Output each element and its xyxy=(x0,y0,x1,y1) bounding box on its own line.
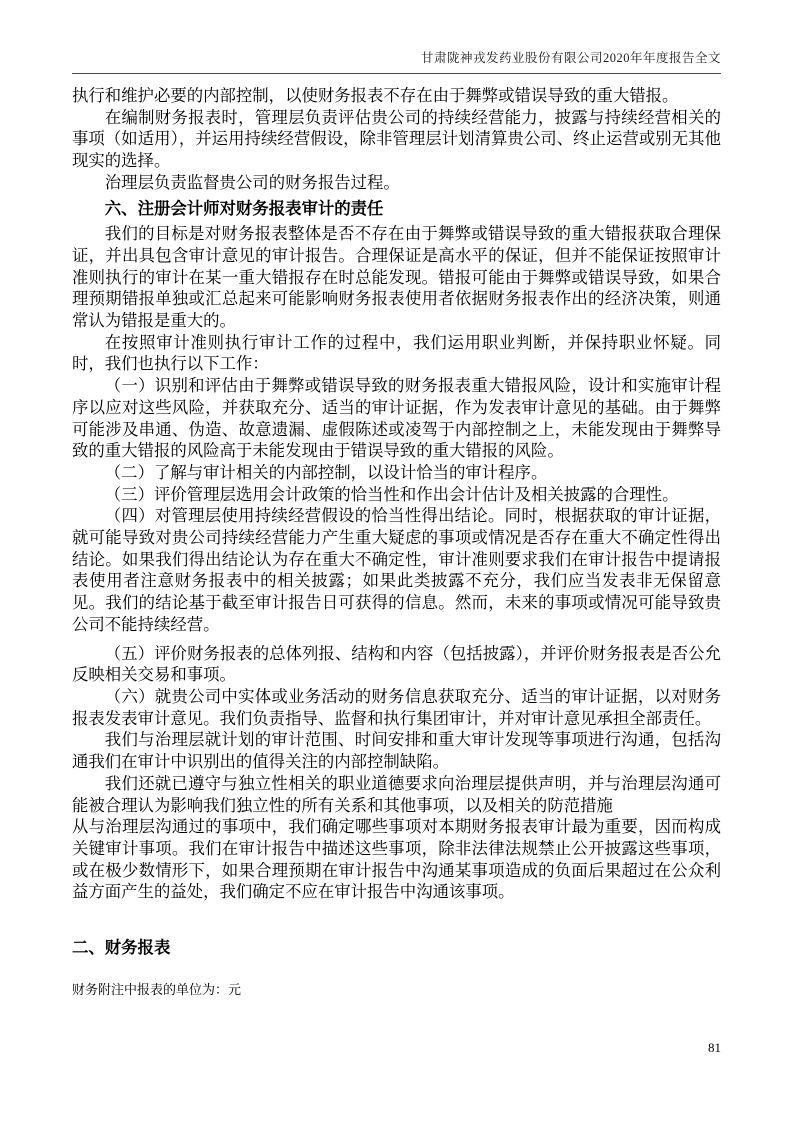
paragraph: 在编制财务报表时，管理层负责评估贵公司的持续经营能力，披露与持续经营相关的事项（如适用），并运用持续经营假设，除非管理层计划清算贵公司、终止运营或别无其他现实的选择。 xyxy=(72,107,721,171)
document-body xyxy=(72,85,721,999)
paragraph: 执行和维护必要的内部控制，以使财务报表不存在由于舞弊或错误导致的重大错报。 xyxy=(72,86,679,105)
section-heading: 二、财务报表 xyxy=(72,938,171,958)
page-footer xyxy=(72,1040,721,1056)
paragraph: （三）评价管理层选用会计政策的恰当性和作出会计估计及相关披露的合理性。 xyxy=(104,484,679,504)
paragraph: （一）识别和评估由于舞弊或错误导致的财务报表重大错报风险，设计和实施审计程序以应对这些风险，并获取充分、适当的审计证据，作为发表审计意见的基础。由于舞弊可能涉及串通、伪造、故意遗漏、虚假陈述或凌驾于内部控制之上，未能发现由于舞弊导致的重大错报的风险高于未能发现由于错误导致的重大错报的风险。 xyxy=(72,376,721,461)
paragraph: 财务附注中报表的单位为：元 xyxy=(72,981,242,997)
paragraph: （六）就贵公司中实体或业务活动的财务信息获取充分、适当的审计证据，以对财务报表发表审计意见。我们负责指导、监督和执行集团审计，并对审计意见承担全部责任。 xyxy=(72,686,721,728)
paragraph: 治理层负责监督贵公司的财务报告过程。 xyxy=(104,172,400,192)
paragraph: 我们的目标是对财务报表整体是否不存在由于舞弊或错误导致的重大错报获取合理保证，并出具包含审计意见的审计报告。合理保证是高水平的保证，但并不能保证按照审计准则执行的审计在某一重大错报存在时总能发现。错报可能由于舞弊或错误导致，如果合理预期错报单独或汇总起来可能影响财务报表使用者依据财务报表作出的经济决策，则通常认为错报是重大的。 xyxy=(72,224,721,331)
paragraph: 从与治理层沟通过的事项中，我们确定哪些事项对本期财务报表审计最为重要，因而构成关键审计事项。我们在审计报告中描述这些事项，除非法律法规禁止公开披露这些事项，或在极少数情形下，如果合理预期在审计报告中沟通某事项造成的负面后果超过在公众利益方面产生的益处，我们确定不应在审计报告中沟通该事项。 xyxy=(72,817,721,902)
paragraph: （四）对管理层使用持续经营假设的恰当性得出结论。同时，根据获取的审计证据，就可能导致对贵公司持续经营能力产生重大疑虑的事项或情况是否存在重大不确定性得出结论。如果我们得出结论认为存在重大不确定性，审计准则要求我们在审计报告中提请报表使用者注意财务报表中的相关披露；如果此类披露不充分，我们应当发表非无保留意见。我们的结论基于截至审计报告日可获得的信息。然而，未来的事项或情况可能导致贵公司不能持续经营。 xyxy=(72,506,721,634)
report-header-title: 甘肃陇神戎发药业股份有限公司2020年年度报告全文 xyxy=(420,51,721,65)
paragraph: 我们还就已遵守与独立性相关的职业道德要求向治理层提供声明，并与治理层沟通可能被合理认为影响我们独立性的所有关系和其他事项，以及相关的防范措施 xyxy=(72,773,721,815)
paragraph: 在按照审计准则执行审计工作的过程中，我们运用职业判断，并保持职业怀疑。同时，我们也执行以下工作： xyxy=(72,332,721,374)
section-heading: 六、注册会计师对财务报表审计的责任 xyxy=(104,198,384,218)
paragraph: （二）了解与审计相关的内部控制，以设计恰当的审计程序。 xyxy=(104,462,548,482)
paragraph: （五）评价财务报表的总体列报、结构和内容（包括披露），并评价财务报表是否公允反映相关交易和事项。 xyxy=(72,643,721,685)
paragraph: 我们与治理层就计划的审计范围、时间安排和重大审计发现等事项进行沟通，包括沟通我们在审计中识别出的值得关注的内部控制缺陷。 xyxy=(72,730,721,772)
page-number: 81 xyxy=(708,1040,721,1055)
page-header xyxy=(72,48,721,74)
